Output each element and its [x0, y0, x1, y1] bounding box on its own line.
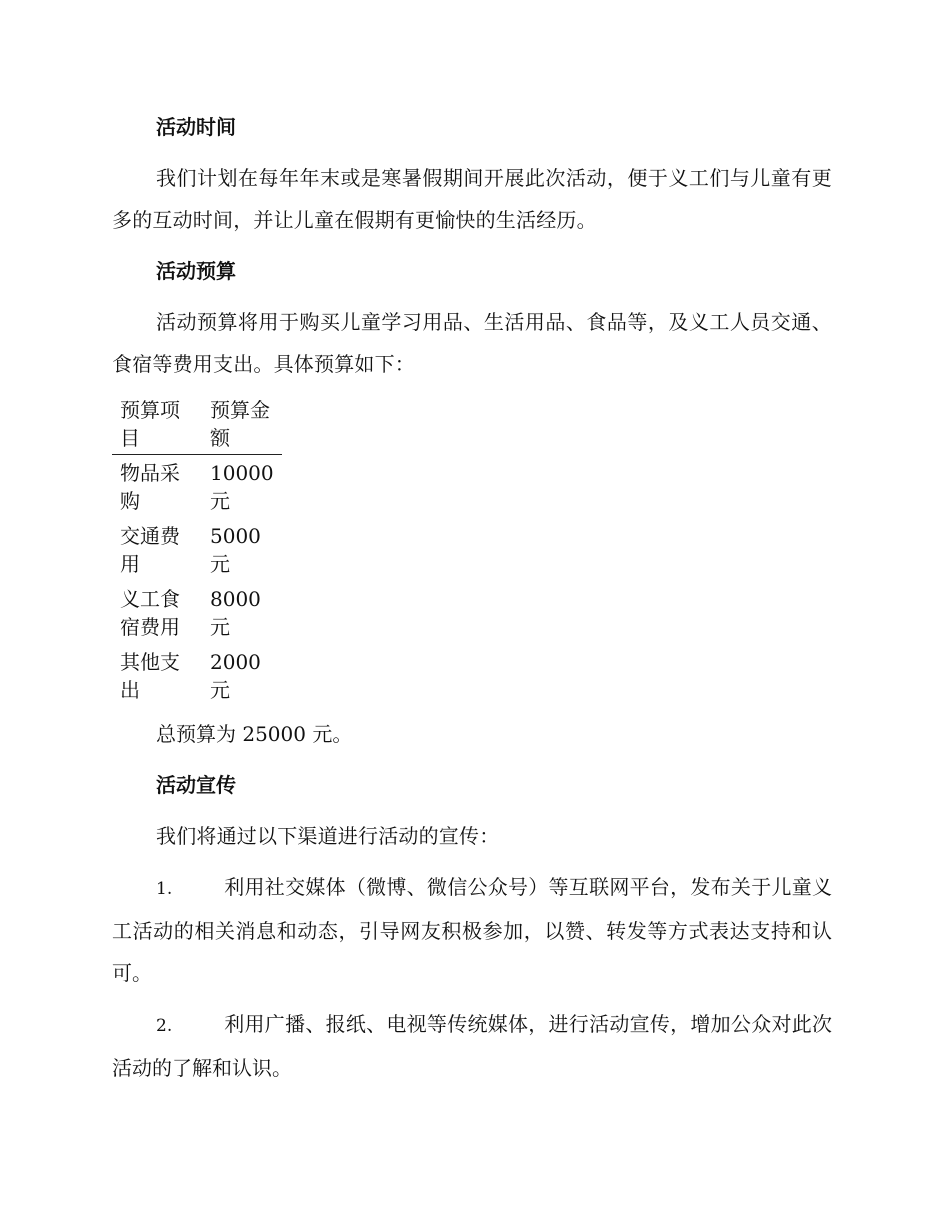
list-item-number: 2.	[156, 1016, 173, 1036]
table-row	[112, 581, 282, 644]
budget-cell-amount: 8000元	[210, 587, 261, 639]
budget-cell-amount: 10000元	[210, 461, 274, 513]
budget-cell-amount: 2000元	[210, 650, 261, 702]
budget-header-item: 预算项目	[120, 398, 180, 450]
document-page	[112, 106, 832, 1098]
budget-cell-amount: 5000元	[210, 524, 261, 576]
paragraph-budget: 活动预算将用于购买儿童学习用品、生活用品、食品等，及义工人员交通、食宿等费用支出。具体预算如下：	[112, 310, 832, 376]
budget-cell-item: 义工食宿费用	[120, 587, 180, 639]
budget-cell-item: 物品采购	[120, 461, 180, 513]
budget-cell-item: 交通费用	[120, 524, 180, 576]
list-item-text: 利用广播、报纸、电视等传统媒体，进行活动宣传，增加公众对此次活动的了解和认识。	[112, 1012, 832, 1080]
budget-header-amount: 预算金额	[210, 398, 270, 450]
section-heading-time: 活动时间	[156, 115, 236, 139]
list-item-number: 1.	[156, 879, 173, 899]
budget-table-header-row	[112, 394, 282, 455]
section-heading-promotion: 活动宣传	[156, 773, 236, 797]
list-item	[112, 1003, 832, 1089]
paragraph-time: 我们计划在每年年末或是寒暑假期间开展此次活动，便于义工们与儿童有更多的互动时间，并让儿童在假期有更愉快的生活经历。	[112, 166, 832, 232]
list-item	[112, 866, 832, 994]
budget-table	[112, 394, 282, 707]
table-row	[112, 644, 282, 707]
table-row	[112, 455, 282, 519]
budget-cell-item: 其他支出	[120, 650, 180, 702]
list-item-text: 利用社交媒体（微博、微信公众号）等互联网平台，发布关于儿童义工活动的相关消息和动态，引导网友积极参加，以赞、转发等方式表达支持和认可。	[112, 875, 832, 985]
budget-total: 总预算为 25000 元。	[156, 722, 353, 746]
paragraph-promotion-intro: 我们将通过以下渠道进行活动的宣传：	[156, 824, 500, 848]
section-heading-budget: 活动预算	[156, 259, 236, 283]
table-row	[112, 518, 282, 581]
